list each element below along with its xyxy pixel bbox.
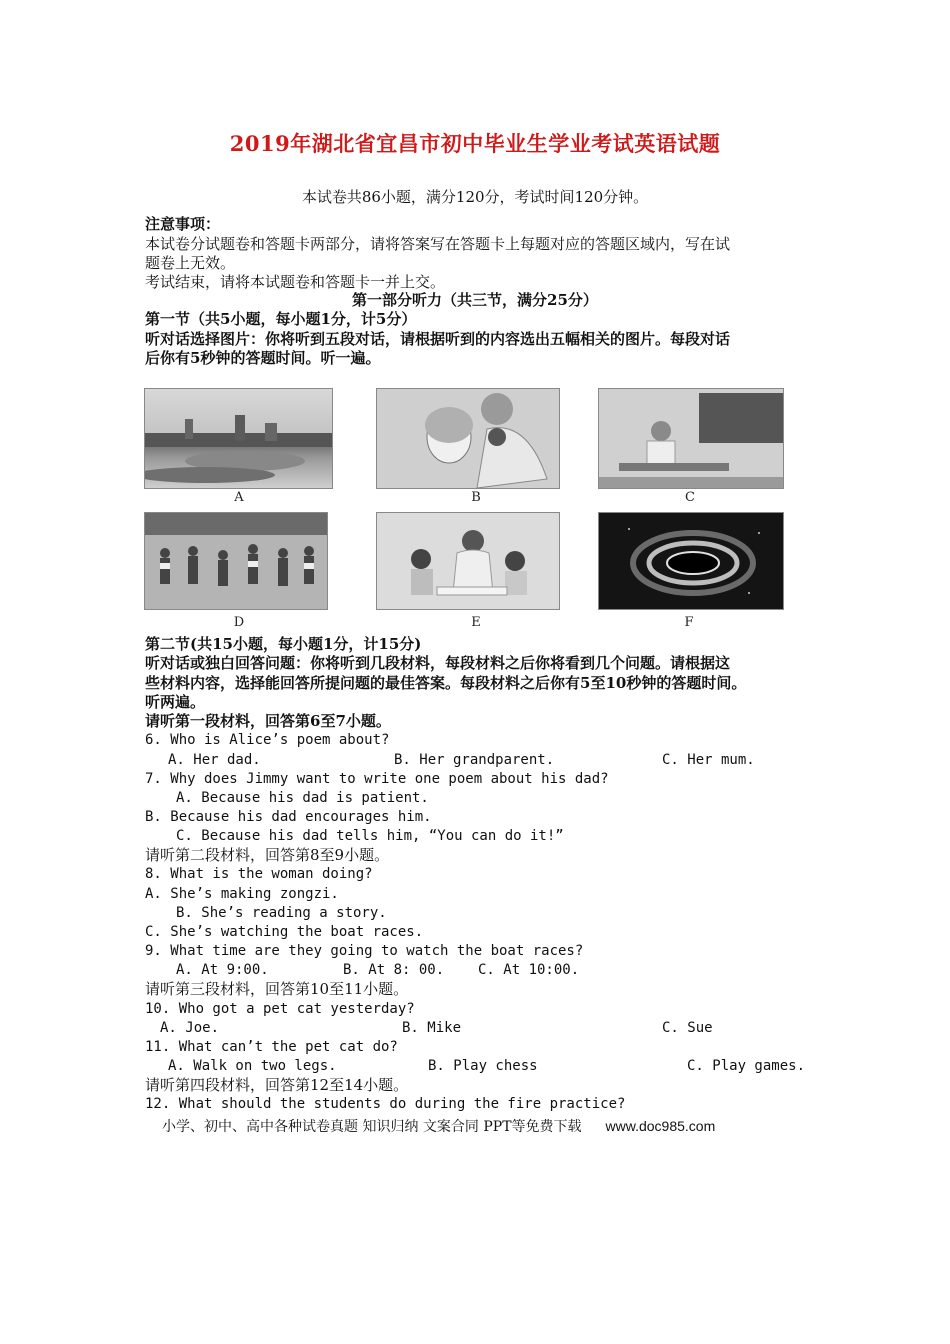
question-9: 9. What time are they going to watch the boat races? — [145, 943, 584, 959]
marathon-runners-image — [144, 512, 328, 610]
option-a: A. Walk on two legs. — [168, 1058, 337, 1074]
picture-label: E — [471, 615, 481, 630]
question-12: 12. What should the students do during the fire practice? — [145, 1096, 626, 1112]
option-a: A. Because his dad is patient. — [176, 790, 429, 806]
black-hole-image — [598, 512, 784, 610]
notice-heading: 注意事项： — [145, 215, 221, 233]
notice-line: 题卷上无效。 — [145, 254, 236, 272]
robot-nurse-image — [376, 388, 560, 489]
option-b: B. Mike — [402, 1020, 462, 1036]
notice-line: 本试卷分试题卷和答题卡两部分，请将答案写在答题卡上每题对应的答题区域内，写在试 — [145, 235, 731, 253]
question-8: 8. What is the woman doing? — [145, 866, 373, 882]
material-heading: 请听第二段材料，回答第8至9小题。 — [145, 846, 390, 864]
picture-label: D — [233, 615, 245, 630]
material-heading: 请听第三段材料，回答第10至11小题。 — [145, 980, 409, 998]
page-footer — [162, 1116, 715, 1136]
section1-instruction: 后你有5秒钟的答题时间。听一遍。 — [145, 349, 381, 367]
option-a: A. At 9:00. — [176, 962, 269, 978]
material-heading: 请听第一段材料，回答第6至7小题。 — [145, 712, 391, 730]
option-c: C. At 10:00. — [478, 962, 580, 978]
part1-heading: 第一部分听力（共三节，满分25分） — [352, 291, 598, 309]
teacher-classroom-image — [598, 388, 784, 489]
exam-intro: 本试卷共86小题，满分120分，考试时间120分钟。 — [301, 188, 649, 206]
option-a: A. Her dad. — [168, 752, 261, 768]
option-a: A. Joe. — [160, 1020, 220, 1036]
section2-instruction: 些材料内容，选择能回答所提问题的最佳答案。每段材料之后你有5至10秒钟的答题时间。 — [145, 674, 747, 692]
picture-label: B — [471, 490, 481, 505]
section1-instruction: 听对话选择图片：你将听到五段对话，请根据听到的内容选出五幅相关的图片。每段对话 — [145, 330, 731, 348]
option-b: B. Because his dad encourages him. — [145, 809, 432, 825]
option-c: C. Sue — [662, 1020, 713, 1036]
option-b: B. At 8: 00. — [343, 962, 445, 978]
notice-line: 考试结束，请将本试题卷和答题卡一并上交。 — [145, 273, 446, 291]
option-b: B. She’s reading a story. — [176, 905, 387, 921]
picture-label: A — [234, 490, 244, 505]
option-c: C. Her mum. — [662, 752, 755, 768]
page-title: 2019年湖北省宜昌市初中毕业生学业考试英语试题 — [229, 131, 721, 156]
option-b: B. Her grandparent. — [394, 752, 555, 768]
mother-children-reading-image — [376, 512, 560, 610]
question-11: 11. What can’t the pet cat do? — [145, 1039, 398, 1055]
option-a: A. She’s making zongzi. — [145, 886, 339, 902]
option-c: C. Because his dad tells him, “You can do it!” — [176, 828, 564, 844]
question-7: 7. Why does Jimmy want to write one poem about his dad? — [145, 771, 609, 787]
option-b: B. Play chess — [428, 1058, 538, 1074]
section2-heading: 第二节(共15小题，每小题1分，计15分) — [145, 635, 422, 653]
material-heading: 请听第四段材料，回答第12至14小题。 — [145, 1076, 409, 1094]
picture-label: F — [684, 615, 694, 630]
section2-instruction: 听对话或独白回答问题：你将听到几段材料，每段材料之后你将看到几个问题。请根据这 — [145, 654, 731, 672]
section1-heading: 第一节（共5小题，每小题1分，计5分） — [145, 310, 417, 328]
picture-label: C — [685, 490, 695, 505]
city-skyline-image — [144, 388, 333, 489]
footer-text: 小学、初中、高中各种试卷真题 知识归纳 文案合同 PPT等免费下载 — [162, 1119, 582, 1135]
option-c: C. She’s watching the boat races. — [145, 924, 424, 940]
section2-instruction: 听两遍。 — [145, 693, 206, 711]
option-c: C. Play games. — [687, 1058, 806, 1074]
footer-url[interactable]: www.doc985.com — [605, 1118, 716, 1134]
question-10: 10. Who got a pet cat yesterday? — [145, 1001, 415, 1017]
question-6: 6. Who is Alice’s poem about? — [145, 732, 390, 748]
